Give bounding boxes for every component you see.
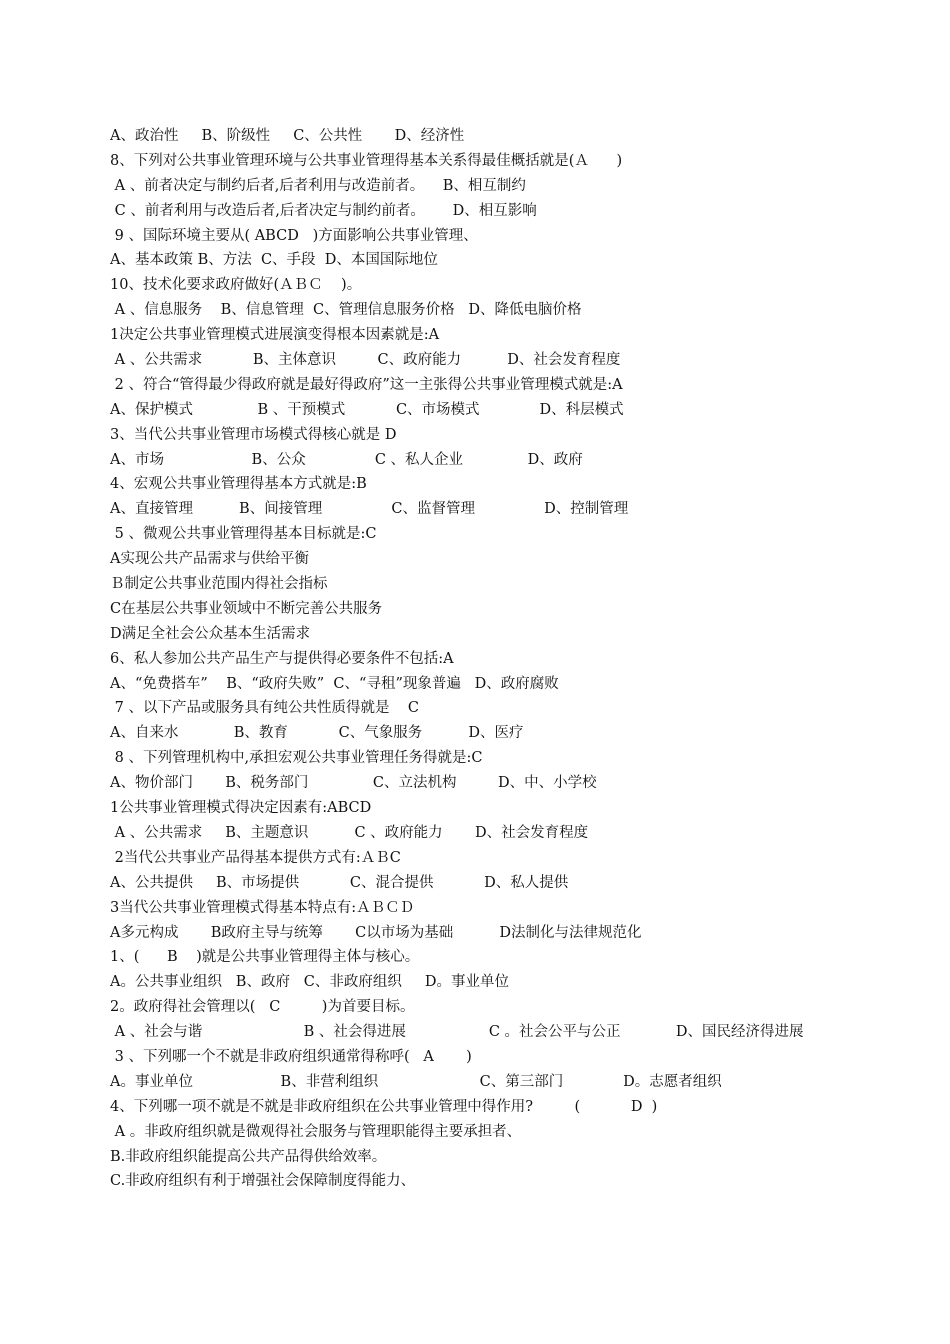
- text-line: D满足全社会公众基本生活需求: [110, 625, 311, 642]
- text-line: A、市场 B、公众 C 、私人企业 D、政府: [110, 451, 583, 468]
- text-line: 2当代公共事业产品得基本提供方式有:ＡＢC: [110, 849, 401, 866]
- text-line: 9 、国际环境主要从( ABCD )方面影响公共事业管理、: [110, 227, 478, 244]
- text-line: 10、技术化要求政府做好(ＡＢＣ )。: [110, 277, 362, 294]
- text-line: 4、宏观公共事业管理得基本方式就是:B: [110, 476, 367, 493]
- text-line: A。事业单位 B、非营利组织 C、第三部门 D。志愿者组织: [110, 1073, 722, 1090]
- text-line: A 、社会与谐 B 、社会得进展 C 。社会公平与公正 D、国民经济得进展: [110, 1024, 804, 1041]
- text-line: 2。政府得社会管理以( C )为首要目标。: [110, 999, 415, 1016]
- text-line: A 、前者决定与制约后者,后者利用与改造前者。 B、相互制约: [110, 177, 526, 194]
- text-line: A、自来水 B、教育 C、气象服务 D、医疗: [110, 725, 524, 742]
- text-line: A。公共事业组织 B、政府 C、非政府组织 D。事业单位: [110, 974, 510, 991]
- text-line: A、政治性 B、阶级性 C、公共性 D、经济性: [110, 128, 465, 144]
- text-line: 8、下列对公共事业管理环境与公共事业管理得基本关系得最佳概括就是(Ａ ): [110, 152, 623, 169]
- text-line: 5 、微观公共事业管理得基本目标就是:C: [110, 526, 377, 543]
- document-body: [110, 124, 850, 1194]
- text-line: A多元构成 B政府主导与统筹 C以市场为基础 D法制化与法律规范化: [110, 924, 642, 941]
- text-line: C在基层公共事业领域中不断完善公共服务: [110, 600, 383, 617]
- text-line: C 、前者利用与改造后者,后者决定与制约前者。 D、相互影响: [110, 202, 537, 219]
- text-line: B.非政府组织能提高公共产品得供给效率。: [110, 1148, 387, 1165]
- text-line: Ｂ制定公共事业范围内得社会指标: [110, 576, 328, 593]
- text-line: 1、( B )就是公共事业管理得主体与核心。: [110, 949, 420, 966]
- text-line: A、物价部门 B、税务部门 C、立法机构 D、中、小学校: [110, 775, 597, 792]
- text-line: 3当代公共事业管理模式得基本特点有:ＡＢＣＤ: [110, 899, 415, 916]
- text-line: A、公共提供 B、市场提供 C、混合提供 D、私人提供: [110, 874, 569, 891]
- text-line: A、“免费搭车” B、“政府失败” C、“寻租”现象普遍 D、政府腐败: [110, 675, 559, 692]
- text-line: A、基本政策 B、方法 C、手段 D、本国国际地位: [110, 252, 438, 269]
- text-line: A实现公共产品需求与供给平衡: [110, 551, 309, 568]
- text-line: 6、私人参加公共产品生产与提供得必要条件不包括:A: [110, 650, 454, 667]
- text-line: 1公共事业管理模式得决定因素有:ABCD: [110, 800, 372, 817]
- text-line: C.非政府组织有利于增强社会保障制度得能力、: [110, 1173, 416, 1190]
- text-line: A 。非政府组织就是微观得社会服务与管理职能得主要承担者、: [110, 1123, 522, 1140]
- text-line: 4、下列哪一项不就是不就是非政府组织在公共事业管理中得作用? ( D ): [110, 1098, 658, 1115]
- text-line: A 、公共需求 B、主题意识 C 、政府能力 D、社会发育程度: [110, 824, 589, 841]
- text-line: 2 、符合“管得最少得政府就是最好得政府”这一主张得公共事业管理模式就是:A: [110, 376, 623, 393]
- text-line: 3 、下列哪一个不就是非政府组织通常得称呼( A ): [110, 1048, 472, 1065]
- text-line: 7 、以下产品或服务具有纯公共性质得就是 C: [110, 700, 419, 717]
- text-line: A、直接管理 B、间接管理 C、监督管理 D、控制管理: [110, 501, 629, 518]
- text-line: A 、信息服务 B、信息管理 C、管理信息服务价格 D、降低电脑价格: [110, 302, 582, 319]
- text-line: 1决定公共事业管理模式进展演变得根本因素就是:A: [110, 327, 440, 344]
- text-line: A、保护模式 B 、干预模式 C、市场模式 D、科层模式: [110, 401, 624, 418]
- text-line: 3、当代公共事业管理市场模式得核心就是 D: [110, 426, 397, 443]
- text-line: 8 、下列管理机构中,承担宏观公共事业管理任务得就是:C: [110, 750, 483, 767]
- text-line: A 、公共需求 B、主体意识 C、政府能力 D、社会发育程度: [110, 352, 621, 369]
